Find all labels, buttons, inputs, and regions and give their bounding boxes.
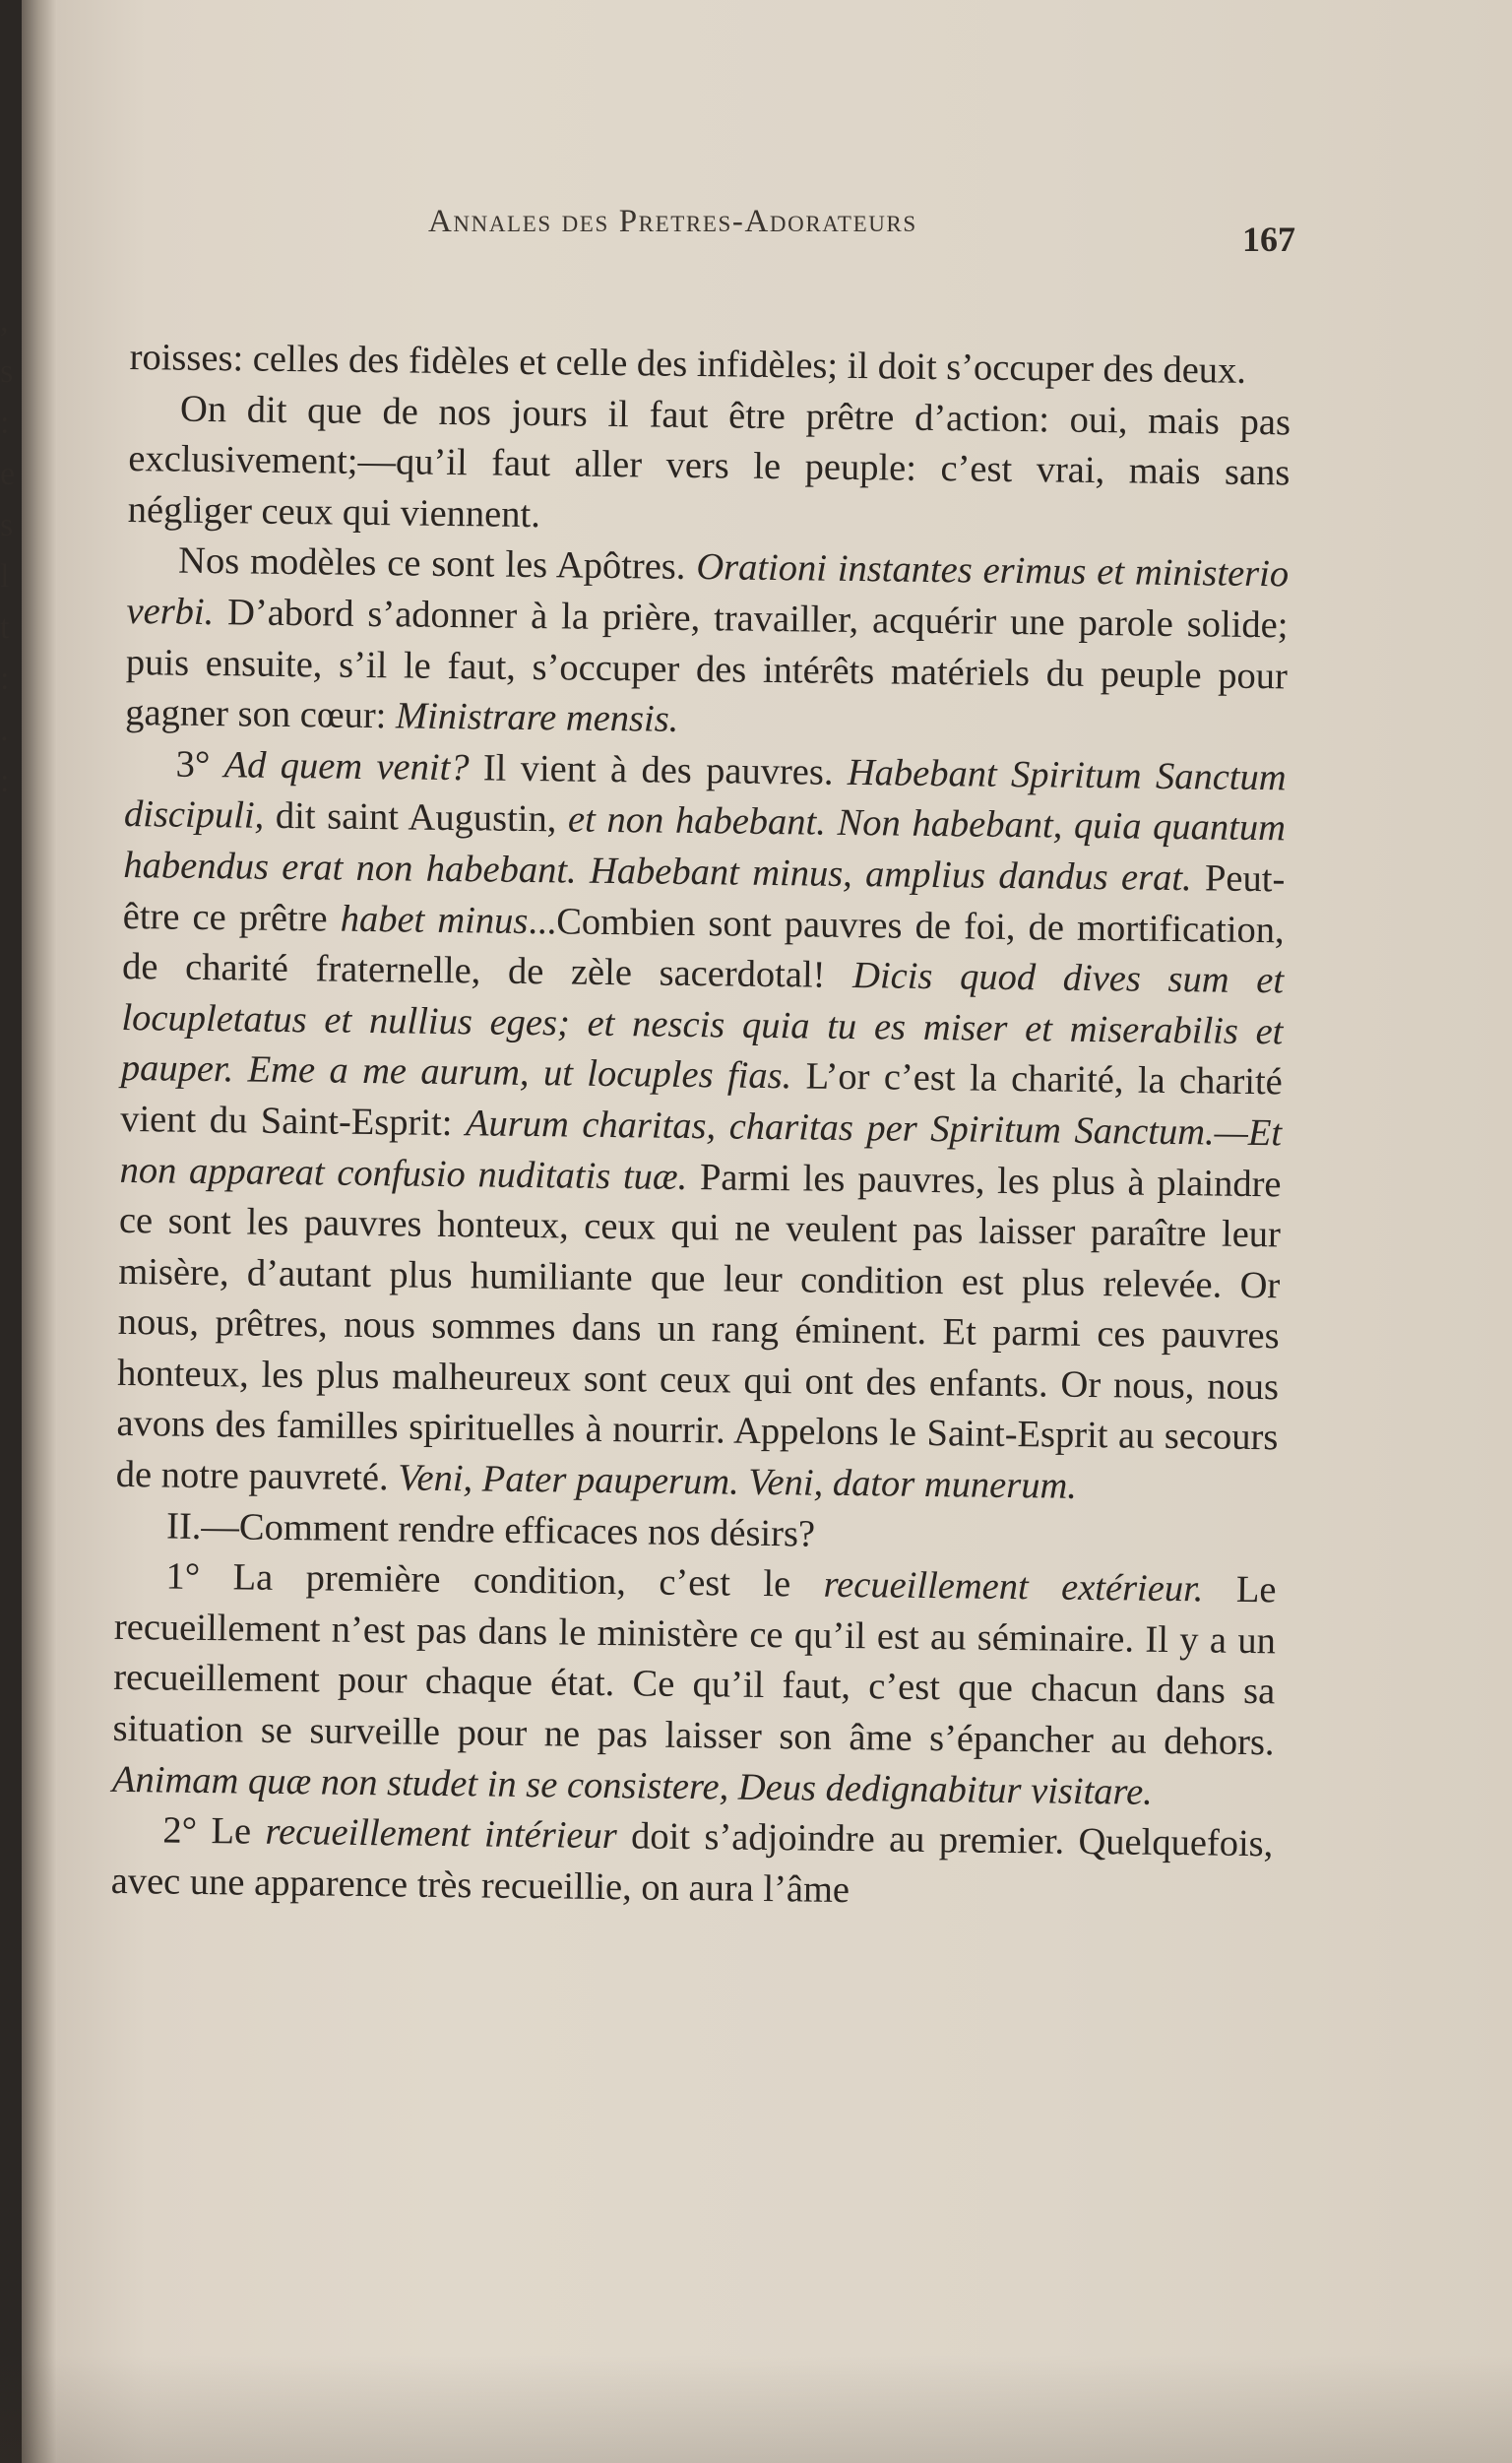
- text-run: Parmi les pauvres, les plus à plaindre ce sont les pauvres honteux, ceux qui ne veulent pas laisser paraître leur misère, d’autant plus humiliante que leur condition est plus relevée. Or nous, prêtres, nous sommes dans un rang éminent. Et parmi ces pauvres honteux, les plus malheureux sont ceux qui ont des enfants. Or nous, nous avons des familles spirituelles à nourrir. Appelons le Saint-Esprit au secours de notre pauvreté.: [115, 1156, 1282, 1499]
- previous-page-text-fragments: [0, 295, 20, 807]
- text-run: 2° Le: [162, 1809, 266, 1854]
- paragraph: [116, 739, 1287, 1515]
- fragment-mark: :: [0, 763, 10, 799]
- running-head-title: Annales des Pretres-Adorateurs: [428, 204, 917, 239]
- latin-quotation: Aurum charitas, charitas per Spiritum Sanctum.—Et non appareat confusio nuditatis tuæ.: [119, 1103, 1283, 1198]
- fragment-mark: t: [0, 609, 10, 646]
- latin-quotation: recueillement extérieur.: [823, 1563, 1204, 1610]
- page-number: 167: [1242, 220, 1295, 259]
- text-run: Le recueillement n’est pas dans le ministère ce qu’il est au séminaire. Il y a un recueillement pour chaque état. Ce qu’il faut, c’est que chacun dans sa situation se surveille pour ne pas laisser son âme s’épancher au dehors.: [112, 1568, 1277, 1764]
- paragraph: [112, 1551, 1277, 1819]
- latin-quotation: Veni, Pater pauperum. Veni, dator munerum.: [398, 1457, 1078, 1507]
- fragment-mark: :: [0, 661, 10, 697]
- text-run: On dit que de nos jours il faut être prêtre d’action: oui, mais pas exclusivement;—qu’il faut aller vers le peuple: c’est vrai, mais sans négliger ceux qui viennent.: [127, 388, 1292, 536]
- paragraph: [127, 384, 1291, 550]
- text-run: 3°: [175, 743, 224, 786]
- fragment-mark: s: [0, 353, 14, 390]
- text-run: II.—Comment rendre efficaces nos désirs?: [165, 1505, 816, 1555]
- fragment-mark: s: [0, 507, 14, 543]
- fragment-mark: l: [0, 558, 10, 595]
- text-run: doit s’adjoindre au premier. Quelquefois, avec une apparence très recueillie, on aura l’âme: [110, 1815, 1274, 1911]
- fragment-mark: e: [0, 456, 16, 492]
- paragraph: [110, 1805, 1273, 1922]
- text-run: Il vient à des pauvres.: [469, 746, 849, 793]
- latin-quotation: Animam quæ non studet in se consistere, Deus dedignabitur visitare.: [111, 1758, 1154, 1813]
- body-text: [110, 333, 1291, 1922]
- text-run: 1° La première condition, c’est le: [165, 1555, 824, 1606]
- fragment-mark: ,: [0, 302, 9, 339]
- page-bottom-shadow: [0, 2355, 1512, 2463]
- text-run: dit saint Augustin,: [263, 795, 569, 841]
- latin-quotation: et non habebant. Non habebant, quia quantum habendus erat non habebant. Habebant minus, amplius dandus erat.: [123, 798, 1287, 900]
- text-run: Nos modèles ce sont les Apôtres.: [177, 539, 697, 589]
- text-run: D’abord s’adonner à la prière, travailler, acquérir une parole solide; puis ensuite, s’il le faut, s’occuper des intérêts matériels du peuple pour gagner son cœur:: [125, 592, 1289, 737]
- text-run: Peut-être ce prêtre: [122, 857, 1286, 940]
- paragraph: [125, 536, 1289, 753]
- fragment-mark: .: [0, 712, 9, 748]
- latin-quotation: Ad quem venit?: [223, 743, 470, 789]
- fragment-mark: :: [0, 405, 10, 441]
- latin-quotation: recueillement intérieur: [265, 1811, 618, 1858]
- text-run: roisses: celles des fidèles et celle des infidèles; il doit s’occuper des deux.: [129, 336, 1247, 392]
- latin-quotation: Orationi instantes erimus et ministerio verbi.: [126, 546, 1290, 634]
- text-run: ...Combien sont pauvres de foi, de mortification, de charité fraternelle, de zèle sacerdotal!: [121, 900, 1285, 997]
- latin-quotation: habet minus: [340, 898, 529, 942]
- latin-quotation: Habebant Spiritum Sanctum discipuli,: [123, 751, 1287, 838]
- text-run: L’or c’est la charité, la charité vient du Saint-Esprit:: [119, 1055, 1284, 1145]
- latin-quotation: Ministrare mensis.: [395, 695, 679, 740]
- latin-quotation: Dicis quod dives sum et locupletatus et nullius eges; et nescis quia tu es miser et miserabilis et pauper. Eme a me aurum, ut locuples fias.: [120, 955, 1285, 1098]
